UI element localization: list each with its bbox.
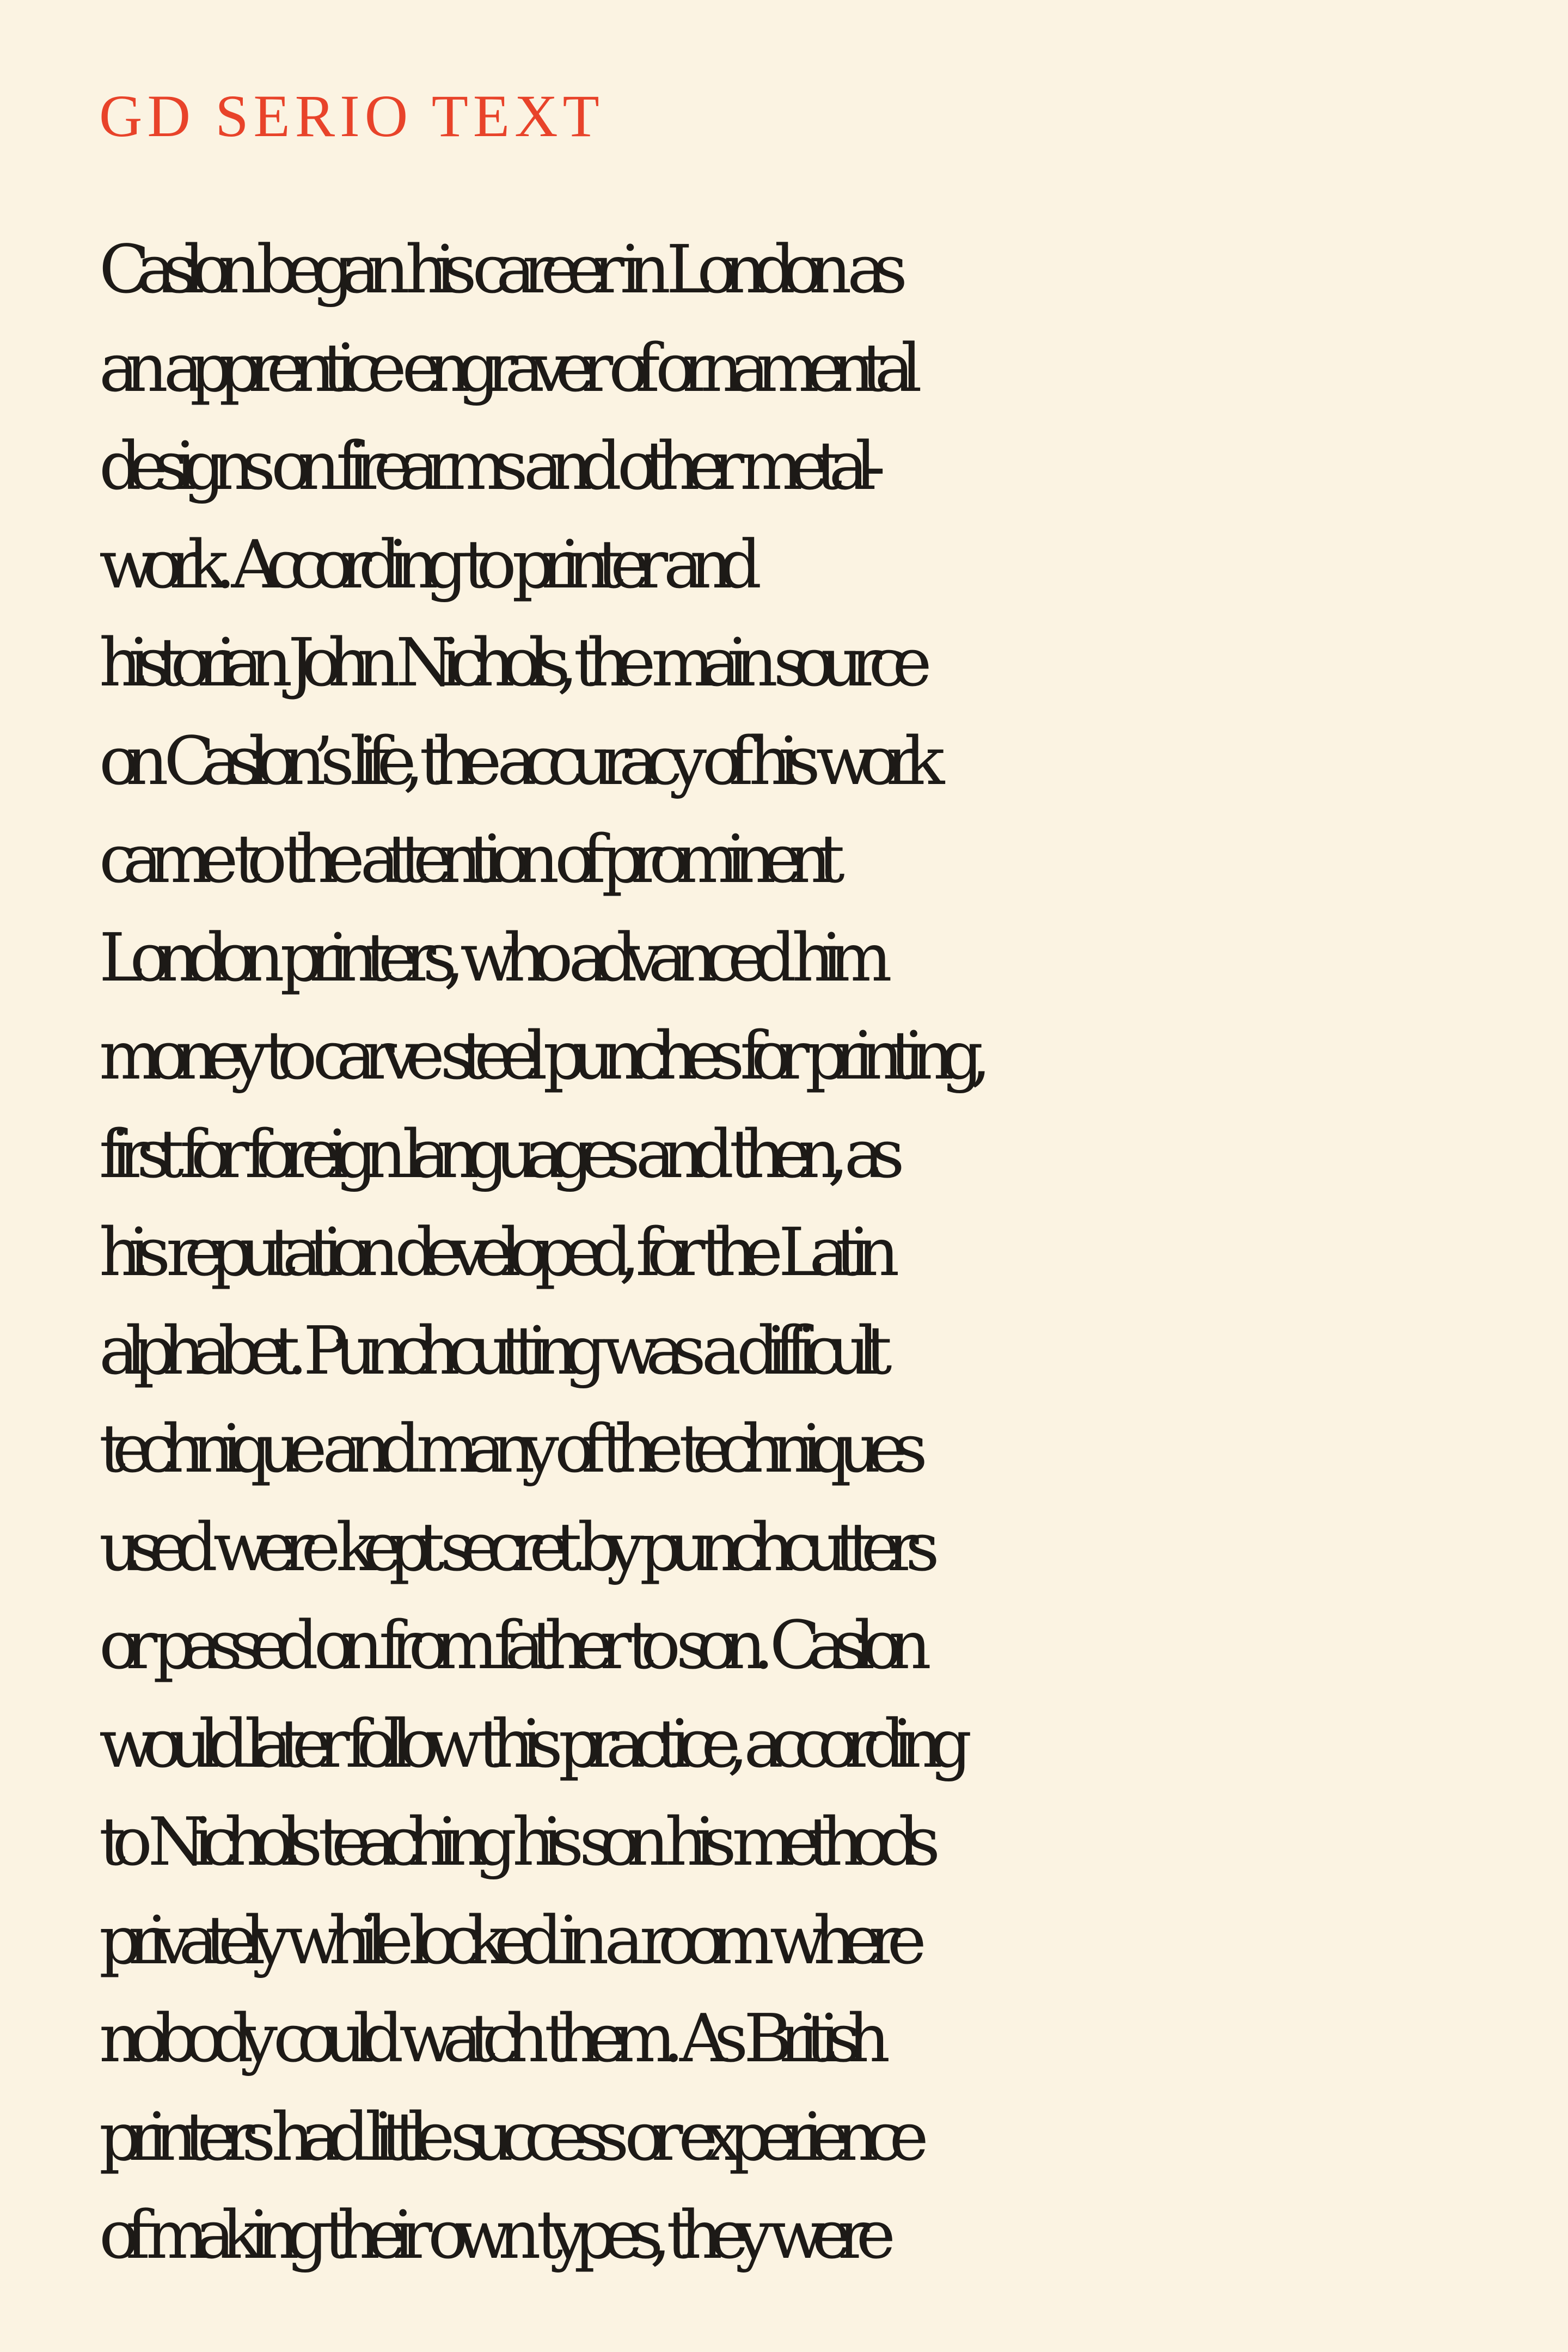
text-line: nobody could watch them. As British xyxy=(99,2000,877,2077)
text-line: printers had little success or experience xyxy=(99,2098,916,2176)
text-line: privately while locked in a room where xyxy=(99,1901,914,1979)
text-line: his reputation developed, for the Latin xyxy=(99,1214,886,1291)
text-line: would later follow this practice, according xyxy=(99,1705,959,1783)
text-line: London printers, who advanced him xyxy=(99,918,879,996)
text-line: alphabet. Punchcutting was a difficult xyxy=(99,1312,879,1389)
text-line: an apprentice engraver of ornamental xyxy=(99,329,909,407)
body-paragraph xyxy=(99,220,1547,2284)
text-line: used were kept secret by punchcutters xyxy=(99,1508,927,1586)
text-line: on Caslon’s life, the accuracy of his work xyxy=(99,722,932,800)
text-line: work. According to printer and xyxy=(99,525,749,603)
text-line: money to carve steel punches for printing, xyxy=(99,1017,978,1094)
text-line: came to the attention of prominent xyxy=(99,820,832,898)
typeface-label: GD SERIO TEXT xyxy=(99,83,604,149)
text-line: or passed on from father to son. Caslon xyxy=(99,1607,918,1684)
text-line: to Nichols teaching his son his methods xyxy=(99,1803,927,1881)
text-line: designs on firearms and other metal- xyxy=(99,427,873,505)
text-line: of making their own types, they were xyxy=(99,2196,883,2274)
text-line: Caslon began his career in London as xyxy=(99,231,895,308)
text-line: first for foreign languages and then, as xyxy=(99,1115,892,1193)
text-line: technique and many of the techniques xyxy=(99,1410,915,1487)
text-line: historian John Nichols, the main source xyxy=(99,624,919,701)
